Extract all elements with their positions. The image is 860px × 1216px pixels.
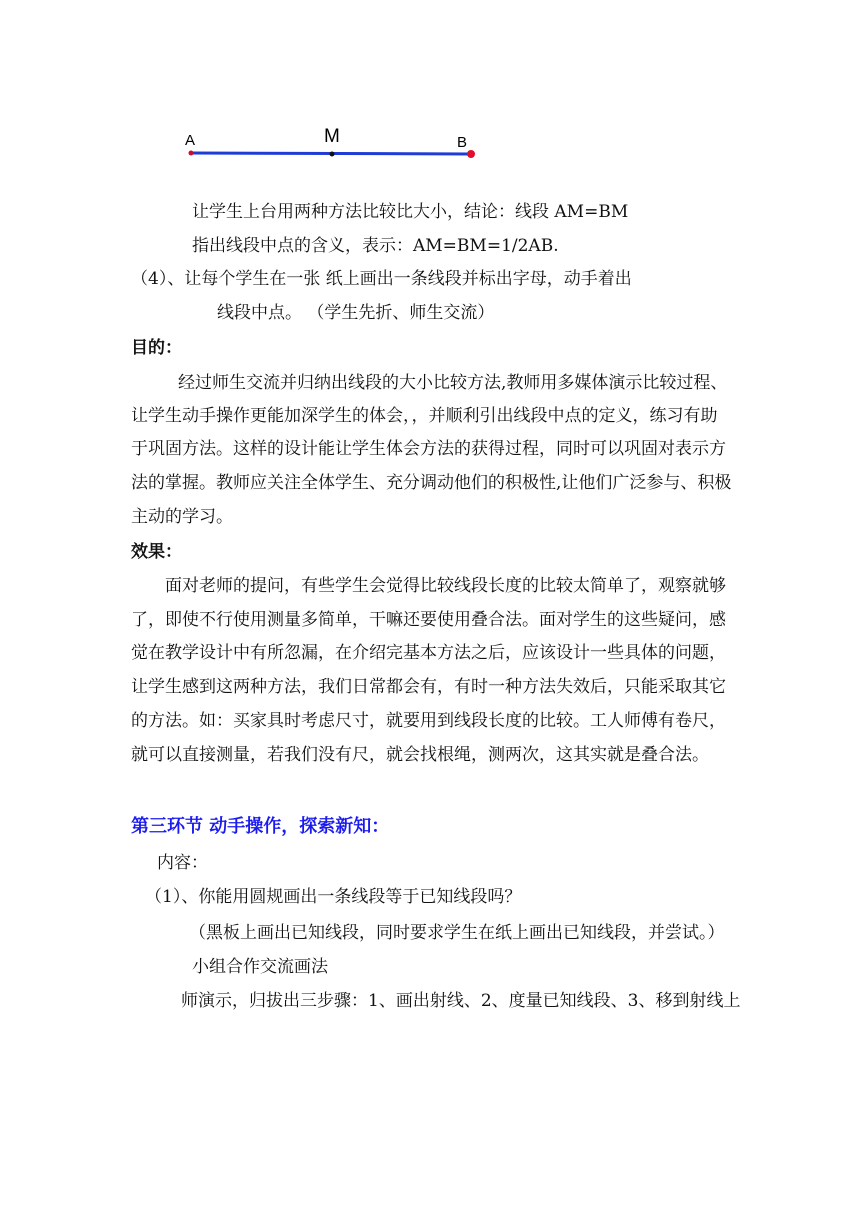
label-a: A xyxy=(185,132,196,149)
question-1: （1）、你能用圆规画出一条线段等于已知线段吗？ xyxy=(145,887,522,907)
effect-line: 了，即使不行使用测量多简单，干嘛还要使用叠合法。面对学生的这些疑问，感 xyxy=(131,610,726,630)
effect-line: 就可以直接测量，若我们没有尺，就会找根绳，测两次，这其实就是叠合法。 xyxy=(131,745,709,765)
purpose-line: 于巩固方法。这样的设计能让学生体会方法的获得过程，同时可以巩固对表示方 xyxy=(131,439,726,459)
midpoint-meaning-line: 指出线段中点的含义，表示：AM=BM=1/2AB. xyxy=(192,236,559,256)
question-1-note: （黑板上画出已知线段，同时要求学生在纸上画出已知线段，并尝试。） xyxy=(189,923,725,943)
purpose-line: 经过师生交流并归纳出线段的大小比较方法,教师用多媒体演示比较过程、 xyxy=(178,373,728,393)
effect-line: 让学生感到这两种方法，我们日常都会有，有时一种方法失效后，只能采取其它 xyxy=(131,677,726,697)
segment-figure xyxy=(170,115,500,170)
purpose-line: 法的掌握。教师应关注全体学生、充分调动他们的积极性,让他们广泛参与、积极 xyxy=(131,473,732,493)
point-a xyxy=(189,151,194,156)
purpose-line: 让学生动手操作更能加深学生的体会，，并顺利引出线段中点的定义，练习有助 xyxy=(131,406,718,426)
point-b xyxy=(467,150,475,158)
section-3-title: 第三环节 动手操作，探索新知： xyxy=(131,816,390,837)
purpose-line: 主动的学习。 xyxy=(131,507,233,527)
demo-steps-line: 师演示，归拔出三步骤：1、画出射线、2、度量已知线段、3、移到射线上 xyxy=(181,991,741,1011)
group-work-line: 小组合作交流画法 xyxy=(192,957,328,977)
item-4-continuation: 线段中点。 （学生先折、师生交流） xyxy=(217,303,495,323)
effect-line: 的方法。如：买家具时考虑尺寸，就要用到线段长度的比较。工人师傅有卷尺， xyxy=(131,711,726,731)
conclusion-line: 让学生上台用两种方法比较比大小，结论：线段 AM=BM xyxy=(192,202,629,222)
content-label: 内容： xyxy=(157,853,208,873)
effect-line: 面对老师的提问，有些学生会觉得比较线段长度的比较太简单了，观察就够 xyxy=(165,576,726,596)
label-m: M xyxy=(324,126,340,147)
effect-line: 觉在教学设计中有所忽漏，在介绍完基本方法之后，应该设计一些具体的问题， xyxy=(131,643,726,663)
point-m xyxy=(330,152,335,157)
effect-heading: 效果： xyxy=(131,542,182,562)
item-4-line: （4）、让每个学生在一张 纸上画出一条线段并标出字母，动手着出 xyxy=(131,269,632,289)
purpose-heading: 目的： xyxy=(131,338,182,358)
label-b: B xyxy=(457,134,468,151)
